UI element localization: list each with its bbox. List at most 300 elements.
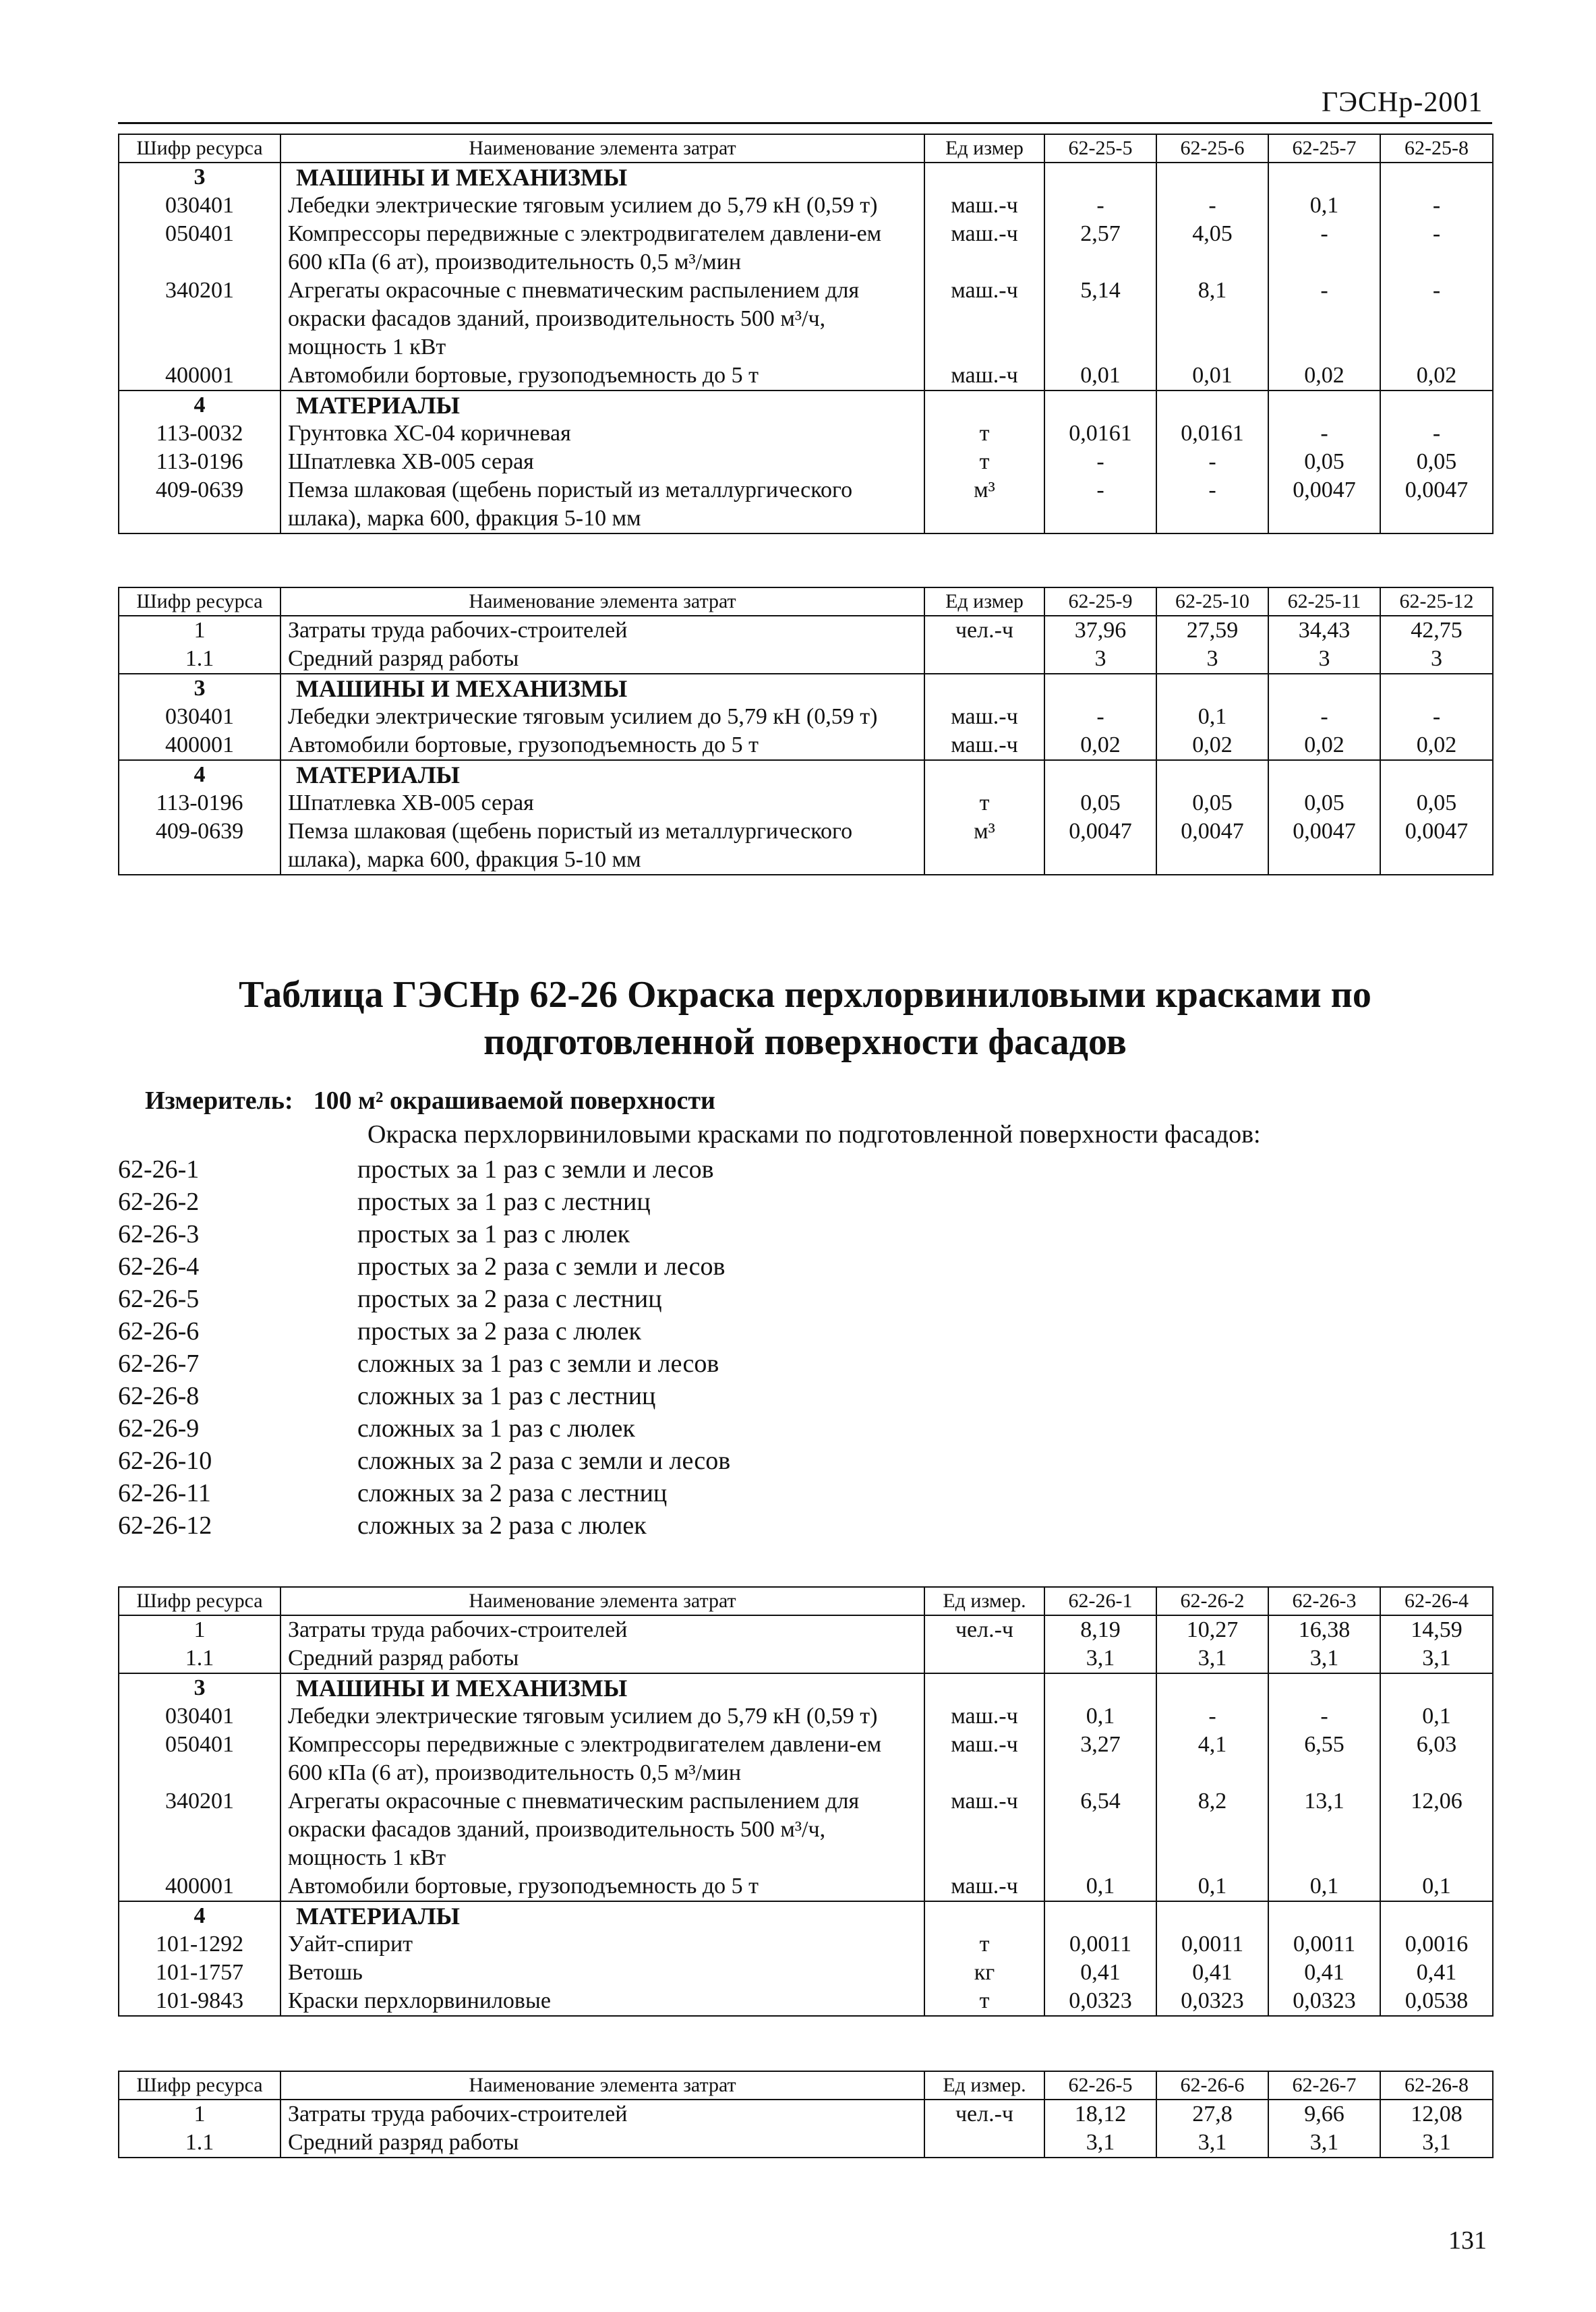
unit-cell: [924, 1644, 1044, 1673]
value-cell: 3,1: [1380, 2129, 1493, 2158]
value-cell: 6,55: [1268, 1731, 1380, 1787]
header-cell-code: Шифр ресурса: [119, 587, 280, 616]
section-row: [119, 760, 1493, 789]
value-cell: 0,0016: [1380, 1930, 1493, 1959]
value-cell: -: [1044, 703, 1156, 731]
table-row: [119, 1731, 1493, 1787]
unit-cell: чел.-ч: [924, 2100, 1044, 2129]
section-name: МАТЕРИАЛЫ: [280, 391, 924, 420]
value-cell: 0,0161: [1044, 420, 1156, 448]
empty-cell: [1044, 163, 1156, 192]
variant-code: 62-26-4: [118, 1252, 200, 1281]
unit-cell: т: [924, 1930, 1044, 1959]
value-cell: 0,0011: [1268, 1930, 1380, 1959]
section-row: [119, 674, 1493, 703]
empty-cell: [924, 163, 1044, 192]
value-cell: -: [1380, 192, 1493, 220]
value-cell: 0,02: [1380, 731, 1493, 760]
value-cell: 3,1: [1380, 1644, 1493, 1673]
value-cell: 0,02: [1044, 731, 1156, 760]
resource-code: 409-0639: [119, 817, 280, 875]
resource-name: Агрегаты окрасочные с пневматическим распылением для окраски фасадов зданий, производительность 500 м³/ч, мощность 1 кВт: [280, 1787, 924, 1872]
table-row: [119, 277, 1493, 362]
unit-cell: чел.-ч: [924, 1615, 1044, 1644]
empty-cell: [1268, 391, 1380, 420]
section-name: МАШИНЫ И МЕХАНИЗМЫ: [280, 163, 924, 192]
unit-cell: маш.-ч: [924, 192, 1044, 220]
resource-code: 113-0032: [119, 420, 280, 448]
header-cell-norm: 62-25-5: [1044, 134, 1156, 163]
unit-cell: кг: [924, 1959, 1044, 1987]
document-code: ГЭСНр-2001: [1322, 87, 1483, 118]
resource-name: Агрегаты окрасочные с пневматическим распылением для окраски фасадов зданий, производительность 500 м³/ч, мощность 1 кВт: [280, 277, 924, 362]
value-cell: 5,14: [1044, 277, 1156, 362]
section-row: [119, 1901, 1493, 1930]
table-row: [119, 362, 1493, 391]
value-cell: 0,41: [1044, 1959, 1156, 1987]
resource-code: 409-0639: [119, 476, 280, 533]
empty-cell: [1044, 1673, 1156, 1702]
empty-cell: [924, 391, 1044, 420]
value-cell: 0,05: [1380, 789, 1493, 817]
empty-cell: [1156, 1901, 1268, 1930]
resource-code: 4: [119, 760, 280, 789]
header-cell-name: Наименование элемента затрат: [280, 1587, 924, 1615]
value-cell: 0,0047: [1268, 476, 1380, 533]
resource-name: Затраты труда рабочих-строителей: [280, 616, 924, 645]
empty-cell: [1156, 1673, 1268, 1702]
header-cell-norm: 62-26-7: [1268, 2071, 1380, 2100]
work-variant-item: [118, 1283, 1332, 1315]
work-variant-item: [118, 1348, 1332, 1380]
unit-cell: [924, 645, 1044, 674]
variant-description: сложных за 1 раз с земли и лесов: [357, 1350, 719, 1378]
value-cell: 0,41: [1268, 1959, 1380, 1987]
resource-name: Лебедки электрические тяговым усилием до 5,79 кН (0,59 т): [280, 703, 924, 731]
header-cell-norm: 62-26-3: [1268, 1587, 1380, 1615]
value-cell: 0,0047: [1380, 817, 1493, 875]
empty-cell: [1380, 760, 1493, 789]
value-cell: 0,0161: [1156, 420, 1268, 448]
value-cell: 0,1: [1380, 1702, 1493, 1731]
value-cell: 34,43: [1268, 616, 1380, 645]
header-cell-norm: 62-26-6: [1156, 2071, 1268, 2100]
header-cell-norm: 62-25-6: [1156, 134, 1268, 163]
resource-code: 1.1: [119, 1644, 280, 1673]
value-cell: -: [1380, 277, 1493, 362]
unit-cell: маш.-ч: [924, 703, 1044, 731]
value-cell: -: [1268, 1702, 1380, 1731]
value-cell: 16,38: [1268, 1615, 1380, 1644]
value-cell: 0,1: [1268, 1872, 1380, 1901]
work-variant-item: [118, 1250, 1332, 1283]
variant-description: простых за 1 раз с люлек: [357, 1220, 630, 1248]
table-header-row: [119, 134, 1493, 163]
resource-code: 4: [119, 1901, 280, 1930]
empty-cell: [1380, 1673, 1493, 1702]
resource-code: 340201: [119, 277, 280, 362]
resource-name: Лебедки электрические тяговым усилием до 5,79 кН (0,59 т): [280, 1702, 924, 1731]
table-row: [119, 420, 1493, 448]
value-cell: 3,1: [1044, 1644, 1156, 1673]
header-cell-code: Шифр ресурса: [119, 134, 280, 163]
value-cell: 0,1: [1044, 1872, 1156, 1901]
empty-cell: [1044, 1901, 1156, 1930]
value-cell: 9,66: [1268, 2100, 1380, 2129]
table-row: [119, 1872, 1493, 1901]
value-cell: 0,0047: [1044, 817, 1156, 875]
value-cell: 4,1: [1156, 1731, 1268, 1787]
value-cell: 8,19: [1044, 1615, 1156, 1644]
variant-code: 62-26-2: [118, 1188, 200, 1216]
resource-code: 050401: [119, 1731, 280, 1787]
work-variant-item: [118, 1380, 1332, 1412]
resource-name: Лебедки электрические тяговым усилием до 5,79 кН (0,59 т): [280, 192, 924, 220]
header-cell-name: Наименование элемента затрат: [280, 2071, 924, 2100]
work-variant-item: [118, 1445, 1332, 1477]
resource-table-62-26-1-to-4: [118, 1586, 1494, 2017]
unit-cell: [924, 2129, 1044, 2158]
header-rule: [118, 122, 1492, 124]
value-cell: 3: [1268, 645, 1380, 674]
value-cell: 0,0323: [1268, 1987, 1380, 2016]
value-cell: 3,1: [1268, 1644, 1380, 1673]
value-cell: 0,0538: [1380, 1987, 1493, 2016]
value-cell: 0,0047: [1268, 817, 1380, 875]
section-row: [119, 1673, 1493, 1702]
unit-cell: м³: [924, 476, 1044, 533]
resource-code: 400001: [119, 731, 280, 760]
resource-code: 113-0196: [119, 448, 280, 476]
table-row: [119, 2100, 1493, 2129]
value-cell: 0,0323: [1156, 1987, 1268, 2016]
table-row: [119, 1930, 1493, 1959]
value-cell: 0,05: [1268, 448, 1380, 476]
resource-code: 030401: [119, 192, 280, 220]
value-cell: 3,1: [1044, 2129, 1156, 2158]
table-row: [119, 476, 1493, 533]
value-cell: 0,05: [1380, 448, 1493, 476]
section-name: МАШИНЫ И МЕХАНИЗМЫ: [280, 674, 924, 703]
unit-cell: чел.-ч: [924, 616, 1044, 645]
empty-cell: [1268, 760, 1380, 789]
resource-code: 400001: [119, 1872, 280, 1901]
resource-name: Средний разряд работы: [280, 1644, 924, 1673]
value-cell: 3,1: [1268, 2129, 1380, 2158]
value-cell: 42,75: [1380, 616, 1493, 645]
value-cell: 12,06: [1380, 1787, 1493, 1872]
variant-description: сложных за 2 раза с земли и лесов: [357, 1447, 731, 1475]
variant-code: 62-26-9: [118, 1414, 200, 1443]
resource-code: 030401: [119, 1702, 280, 1731]
section-row: [119, 163, 1493, 192]
value-cell: 0,1: [1044, 1702, 1156, 1731]
resource-table-62-25-9-to-12: [118, 587, 1494, 875]
table-row: [119, 2129, 1493, 2158]
resource-name: Пемза шлаковая (щебень пористый из металлургического шлака), марка 600, фракция 5-10 мм: [280, 817, 924, 875]
meter-label: Измеритель:: [145, 1087, 293, 1115]
resource-name: Автомобили бортовые, грузоподъемность до 5 т: [280, 731, 924, 760]
resource-code: 113-0196: [119, 789, 280, 817]
value-cell: 27,8: [1156, 2100, 1268, 2129]
resource-table-62-26-5-to-8: [118, 2071, 1494, 2158]
value-cell: 37,96: [1044, 616, 1156, 645]
resource-name: Средний разряд работы: [280, 645, 924, 674]
empty-cell: [1156, 163, 1268, 192]
value-cell: 0,05: [1268, 789, 1380, 817]
empty-cell: [924, 674, 1044, 703]
header-cell-unit: Ед измер: [924, 134, 1044, 163]
value-cell: 2,57: [1044, 220, 1156, 277]
value-cell: 0,02: [1380, 362, 1493, 391]
table-row: [119, 817, 1493, 875]
value-cell: 3: [1156, 645, 1268, 674]
resource-code: 030401: [119, 703, 280, 731]
empty-cell: [1380, 163, 1493, 192]
value-cell: 0,01: [1156, 362, 1268, 391]
resource-name: Средний разряд работы: [280, 2129, 924, 2158]
variant-code: 62-26-11: [118, 1479, 211, 1507]
value-cell: 3: [1044, 645, 1156, 674]
value-cell: -: [1268, 220, 1380, 277]
resource-name: Грунтовка ХС-04 коричневая: [280, 420, 924, 448]
unit-cell: т: [924, 448, 1044, 476]
empty-cell: [1156, 391, 1268, 420]
variant-code: 62-26-3: [118, 1220, 200, 1248]
variant-description: простых за 1 раз с земли и лесов: [357, 1155, 714, 1184]
unit-cell: маш.-ч: [924, 1702, 1044, 1731]
header-cell-name: Наименование элемента затрат: [280, 587, 924, 616]
value-cell: 0,0047: [1156, 817, 1268, 875]
work-variants-list: [118, 1153, 1332, 1542]
value-cell: 0,0323: [1044, 1987, 1156, 2016]
resource-name: Компрессоры передвижные с электродвигателем давлени-ем 600 кПа (6 ат), производительность 0,5 м³/мин: [280, 1731, 924, 1787]
section-row: [119, 391, 1493, 420]
table-row: [119, 192, 1493, 220]
resource-code: 1: [119, 2100, 280, 2129]
header-cell-name: Наименование элемента затрат: [280, 134, 924, 163]
resource-name: Автомобили бортовые, грузоподъемность до 5 т: [280, 1872, 924, 1901]
resource-name: Краски перхлорвиниловые: [280, 1987, 924, 2016]
value-cell: 6,54: [1044, 1787, 1156, 1872]
value-cell: -: [1156, 1702, 1268, 1731]
header-cell-unit: Ед измер: [924, 587, 1044, 616]
header-cell-norm: 62-25-12: [1380, 587, 1493, 616]
unit-cell: т: [924, 420, 1044, 448]
empty-cell: [1044, 674, 1156, 703]
table-row: [119, 448, 1493, 476]
empty-cell: [1156, 760, 1268, 789]
variant-description: простых за 2 раза с лестниц: [357, 1285, 662, 1313]
variant-description: простых за 2 раза с земли и лесов: [357, 1252, 726, 1281]
value-cell: 0,02: [1156, 731, 1268, 760]
meter-line: [145, 1086, 715, 1116]
empty-cell: [1380, 391, 1493, 420]
resource-code: 101-1292: [119, 1930, 280, 1959]
resource-table-62-25-5-to-8: [118, 134, 1494, 534]
value-cell: 0,1: [1156, 1872, 1268, 1901]
work-variant-item: [118, 1315, 1332, 1348]
resource-code: 3: [119, 1673, 280, 1702]
header-cell-norm: 62-25-10: [1156, 587, 1268, 616]
value-cell: 27,59: [1156, 616, 1268, 645]
variant-code: 62-26-6: [118, 1317, 200, 1346]
table-row: [119, 220, 1493, 277]
value-cell: 0,05: [1156, 789, 1268, 817]
table-row: [119, 1702, 1493, 1731]
unit-cell: маш.-ч: [924, 1872, 1044, 1901]
resource-code: 3: [119, 163, 280, 192]
resource-code: 1: [119, 1615, 280, 1644]
value-cell: -: [1268, 703, 1380, 731]
value-cell: 13,1: [1268, 1787, 1380, 1872]
empty-cell: [924, 760, 1044, 789]
header-cell-unit: Ед измер.: [924, 2071, 1044, 2100]
value-cell: -: [1156, 192, 1268, 220]
value-cell: 10,27: [1156, 1615, 1268, 1644]
work-variant-item: [118, 1186, 1332, 1218]
value-cell: 3,1: [1156, 2129, 1268, 2158]
value-cell: 8,2: [1156, 1787, 1268, 1872]
table-row: [119, 616, 1493, 645]
value-cell: 0,1: [1268, 192, 1380, 220]
empty-cell: [1268, 1901, 1380, 1930]
unit-cell: маш.-ч: [924, 362, 1044, 391]
value-cell: -: [1156, 476, 1268, 533]
header-cell-norm: 62-25-9: [1044, 587, 1156, 616]
value-cell: 0,0047: [1380, 476, 1493, 533]
value-cell: -: [1044, 476, 1156, 533]
header-cell-norm: 62-25-8: [1380, 134, 1493, 163]
empty-cell: [1268, 674, 1380, 703]
header-cell-norm: 62-26-4: [1380, 1587, 1493, 1615]
work-variant-item: [118, 1477, 1332, 1509]
unit-cell: маш.-ч: [924, 1787, 1044, 1872]
table-row: [119, 645, 1493, 674]
value-cell: 3: [1380, 645, 1493, 674]
header-cell-norm: 62-26-8: [1380, 2071, 1493, 2100]
resource-name: Затраты труда рабочих-строителей: [280, 2100, 924, 2129]
table-row: [119, 1644, 1493, 1673]
unit-cell: т: [924, 1987, 1044, 2016]
value-cell: 0,41: [1156, 1959, 1268, 1987]
empty-cell: [1044, 760, 1156, 789]
page-number: 131: [1448, 2226, 1487, 2255]
variant-description: сложных за 2 раза с лестниц: [357, 1479, 668, 1507]
value-cell: 3,1: [1156, 1644, 1268, 1673]
variant-code: 62-26-8: [118, 1382, 200, 1410]
works-subtitle: Окраска перхлорвиниловыми красками по подготовленной поверхности фасадов:: [367, 1120, 1261, 1149]
resource-code: 400001: [119, 362, 280, 391]
value-cell: -: [1268, 277, 1380, 362]
value-cell: -: [1268, 420, 1380, 448]
value-cell: 6,03: [1380, 1731, 1493, 1787]
work-variant-item: [118, 1218, 1332, 1250]
unit-cell: маш.-ч: [924, 220, 1044, 277]
table-row: [119, 1787, 1493, 1872]
table-row: [119, 1959, 1493, 1987]
value-cell: -: [1044, 448, 1156, 476]
empty-cell: [924, 1901, 1044, 1930]
header-cell-norm: 62-26-1: [1044, 1587, 1156, 1615]
table-row: [119, 1615, 1493, 1644]
header-cell-norm: 62-26-2: [1156, 1587, 1268, 1615]
variant-code: 62-26-10: [118, 1447, 212, 1475]
meter-value: 100 м² окрашиваемой поверхности: [313, 1087, 715, 1115]
table-row: [119, 731, 1493, 760]
header-cell-unit: Ед измер.: [924, 1587, 1044, 1615]
value-cell: -: [1044, 192, 1156, 220]
header-cell-code: Шифр ресурса: [119, 2071, 280, 2100]
resource-name: Шпатлевка ХВ-005 серая: [280, 448, 924, 476]
value-cell: -: [1380, 220, 1493, 277]
resource-code: 4: [119, 391, 280, 420]
resource-code: 340201: [119, 1787, 280, 1872]
value-cell: 0,1: [1156, 703, 1268, 731]
table-row: [119, 789, 1493, 817]
value-cell: 18,12: [1044, 2100, 1156, 2129]
table-header-row: [119, 1587, 1493, 1615]
section-name: МАШИНЫ И МЕХАНИЗМЫ: [280, 1673, 924, 1702]
empty-cell: [1380, 674, 1493, 703]
variant-code: 62-26-1: [118, 1155, 200, 1184]
value-cell: 0,05: [1044, 789, 1156, 817]
table-row: [119, 1987, 1493, 2016]
resource-name: Компрессоры передвижные с электродвигателем давлени-ем 600 кПа (6 ат), производительность 0,5 м³/мин: [280, 220, 924, 277]
value-cell: 12,08: [1380, 2100, 1493, 2129]
unit-cell: маш.-ч: [924, 277, 1044, 362]
resource-code: 101-9843: [119, 1987, 280, 2016]
empty-cell: [1156, 674, 1268, 703]
variant-description: сложных за 2 раза с люлек: [357, 1511, 647, 1540]
value-cell: 0,41: [1380, 1959, 1493, 1987]
table-header-row: [119, 587, 1493, 616]
header-cell-code: Шифр ресурса: [119, 1587, 280, 1615]
value-cell: 0,01: [1044, 362, 1156, 391]
unit-cell: м³: [924, 817, 1044, 875]
table-title: Таблица ГЭСНр 62-26 Окраска перхлорвиниловыми красками по подготовленной поверхности фасадов: [239, 974, 1371, 1063]
section-name: МАТЕРИАЛЫ: [280, 760, 924, 789]
value-cell: -: [1156, 448, 1268, 476]
resource-name: Ветошь: [280, 1959, 924, 1987]
work-variant-item: [118, 1509, 1332, 1542]
empty-cell: [1268, 163, 1380, 192]
variant-description: сложных за 1 раз с лестниц: [357, 1382, 656, 1410]
variant-description: простых за 2 раза с люлек: [357, 1317, 641, 1346]
unit-cell: маш.-ч: [924, 1731, 1044, 1787]
value-cell: 0,02: [1268, 731, 1380, 760]
value-cell: 0,0011: [1156, 1930, 1268, 1959]
value-cell: 0,1: [1380, 1872, 1493, 1901]
resource-name: Затраты труда рабочих-строителей: [280, 1615, 924, 1644]
work-variant-item: [118, 1153, 1332, 1186]
value-cell: -: [1380, 420, 1493, 448]
table-row: [119, 703, 1493, 731]
empty-cell: [1268, 1673, 1380, 1702]
value-cell: -: [1380, 703, 1493, 731]
value-cell: 0,0011: [1044, 1930, 1156, 1959]
header-cell-norm: 62-25-11: [1268, 587, 1380, 616]
empty-cell: [1044, 391, 1156, 420]
section-name: МАТЕРИАЛЫ: [280, 1901, 924, 1930]
value-cell: 14,59: [1380, 1615, 1493, 1644]
value-cell: 4,05: [1156, 220, 1268, 277]
variant-code: 62-26-7: [118, 1350, 200, 1378]
variant-code: 62-26-12: [118, 1511, 212, 1540]
value-cell: 8,1: [1156, 277, 1268, 362]
value-cell: 3,27: [1044, 1731, 1156, 1787]
resource-code: 050401: [119, 220, 280, 277]
